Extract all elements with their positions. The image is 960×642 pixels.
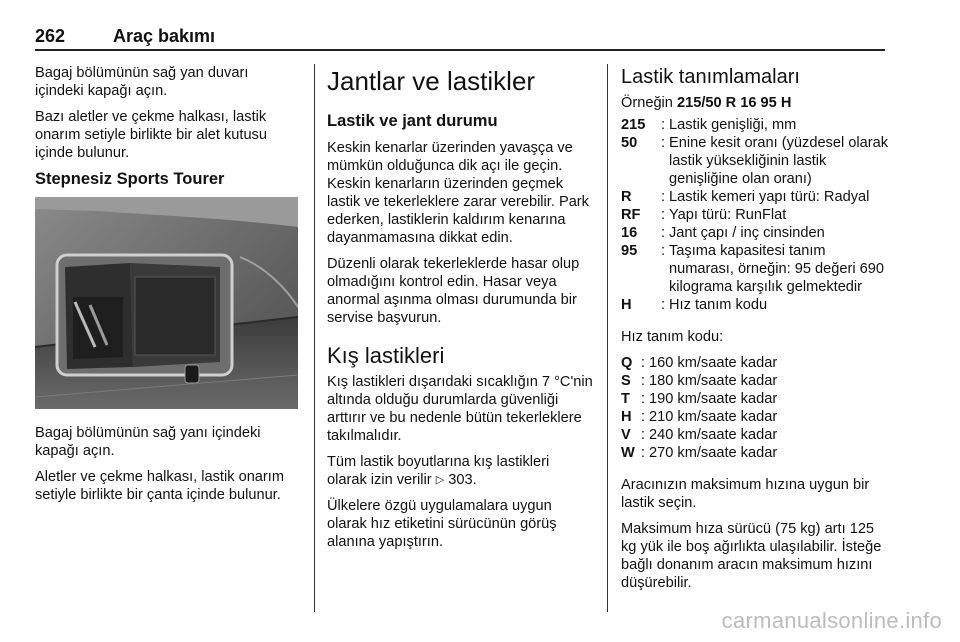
list-item: W : 270 km/saate kadar <box>621 444 891 462</box>
paragraph: Bagaj bölümünün sağ yanı içindeki kapağı açın. <box>35 425 261 459</box>
speed-code-list <box>621 354 891 462</box>
definition-key: 95 <box>621 243 638 259</box>
speed-value: 190 km/saate kadar <box>649 391 778 407</box>
paragraph: Keskin kenarlar üzerinden yavaşça ve mümkün olduğunca dik açı ile geçin. Keskin kenarların üzerinden geçmek lastik ve tekerleklere zarar verebilir. Park ederken, lastiklerin kaldırım kenarına dayanmamasına dikkat edin. <box>327 140 589 246</box>
list-item: 16 : Jant çapı / inç cinsinden <box>621 224 891 242</box>
list-item: 215 : Lastik genişliği, mm <box>621 116 891 134</box>
column-divider <box>607 64 608 612</box>
example-line <box>621 94 891 112</box>
column-3 <box>621 64 891 600</box>
speed-value: 180 km/saate kadar <box>649 373 778 389</box>
paragraph-text: Tüm lastik boyutlarına kış lastikleri olarak izin verilir <box>327 454 550 488</box>
speed-code-intro: Hız tanım kodu: <box>621 329 724 345</box>
definition-value: Enine kesit oranı (yüzdesel olarak lastik yüksekliğinin lastik genişliğine olan oranı) <box>669 135 889 187</box>
page-header <box>35 26 885 48</box>
paragraph: Aletler ve çekme halkası, lastik onarım setiyle birlikte bir çanta içinde bulunur. <box>35 469 284 503</box>
speed-key: W <box>621 445 635 461</box>
header-rule <box>35 49 885 51</box>
definition-key: H <box>621 297 632 313</box>
list-item: H : 210 km/saate kadar <box>621 408 891 426</box>
definition-key: 50 <box>621 135 638 151</box>
paragraph: Aracınızın maksimum hızına uygun bir lastik seçin. <box>621 477 870 511</box>
section-title-wheels-tyres: Jantlar ve lastikler <box>327 66 536 96</box>
subheading-tyre-condition: Lastik ve jant durumu <box>327 112 498 130</box>
definition-value: Hız tanım kodu <box>669 297 768 313</box>
speed-key: T <box>621 391 630 407</box>
paragraph: Düzenli olarak tekerleklerde hasar olup olmadığını kontrol edin. Hasar veya anormal aşınma olması durumunda bir servise başvurun. <box>327 256 580 326</box>
list-item: RF : Yapı türü: RunFlat <box>621 206 891 224</box>
paragraph: Bagaj bölümünün sağ yan duvarı içindeki kapağı açın. <box>35 65 249 99</box>
definition-key: R <box>621 189 632 205</box>
list-item: R : Lastik kemeri yapı türü: Radyal <box>621 188 891 206</box>
list-item: S : 180 km/saate kadar <box>621 372 891 390</box>
list-item: T : 190 km/saate kadar <box>621 390 891 408</box>
section-title-tyre-designations: Lastik tanımlamaları <box>621 66 800 88</box>
designation-list <box>621 116 891 314</box>
list-item: Q : 160 km/saate kadar <box>621 354 891 372</box>
paragraph: Maksimum hıza sürücü (75 kg) artı 125 kg yük ile boş ağırlıkta ulaşılabilir. İsteğe bağlı donanım aracın maksimum hızını düşürebilir. <box>621 521 882 591</box>
watermark: carmanualsonline.info <box>721 608 942 633</box>
definition-key: 215 <box>621 117 646 133</box>
example-prefix: Örneğin <box>621 95 673 111</box>
definition-key: 16 <box>621 225 638 241</box>
column-2 <box>327 64 593 559</box>
list-item: 50 : Enine kesit oranı (yüzdesel olarak lastik yüksekliğinin lastik genişliğine olan oranı) <box>621 134 891 188</box>
speed-value: 270 km/saate kadar <box>649 445 778 461</box>
definition-key: RF <box>621 207 641 223</box>
column-1 <box>35 64 301 512</box>
section-title-winter-tyres: Kış lastikleri <box>327 343 445 368</box>
speed-value: 240 km/saate kadar <box>649 427 778 443</box>
definition-value: Yapı türü: RunFlat <box>669 207 787 223</box>
speed-key: Q <box>621 355 633 371</box>
definition-value: Jant çapı / inç cinsinden <box>669 225 825 241</box>
definition-value: Taşıma kapasitesi tanım numarası, örneğin: 95 değeri 690 kilograma karşılık gelmektedir <box>669 243 884 295</box>
list-item: H : Hız tanım kodu <box>621 296 891 314</box>
speed-value: 210 km/saate kadar <box>649 409 778 425</box>
page-reference-arrow-icon: ▷ <box>435 474 445 486</box>
definition-value: Lastik kemeri yapı türü: Radyal <box>669 189 870 205</box>
paragraph: Bazı aletler ve çekme halkası, lastik onarım setiyle birlikte bir alet kutusu içinde bulunur. <box>35 109 267 161</box>
speed-value: 160 km/saate kadar <box>649 355 778 371</box>
example-code: 215/50 R 16 95 H <box>676 95 792 111</box>
column-divider <box>314 64 315 612</box>
page-number: 262 <box>35 26 66 46</box>
paragraph <box>327 453 593 489</box>
paragraph: Kış lastikleri dışarıdaki sıcaklığın 7 °C'nin altında olduğu durumlarda güvenliği arttırır ve bu nedenle bütün tekerleklere takılmalıdır. <box>327 374 593 444</box>
speed-key: H <box>621 409 632 425</box>
trunk-side-panel-photo <box>35 197 298 409</box>
page-reference-link[interactable]: 303. <box>448 472 477 488</box>
trunk-compartment-illustration <box>35 197 298 409</box>
list-item: 95 : Taşıma kapasitesi tanım numarası, örneğin: 95 değeri 690 kilograma karşılık gelmektedir <box>621 242 891 296</box>
speed-key: V <box>621 427 631 443</box>
running-section-title: Araç bakımı <box>113 26 216 46</box>
paragraph: Ülkelere özgü uygulamalara uygun olarak hız etiketini sürücünün görüş alanına yapıştırın. <box>327 498 557 550</box>
speed-key: S <box>621 373 631 389</box>
subheading-sports-tourer: Stepnesiz Sports Tourer <box>35 170 225 188</box>
list-item: V : 240 km/saate kadar <box>621 426 891 444</box>
definition-value: Lastik genişliği, mm <box>669 117 797 133</box>
